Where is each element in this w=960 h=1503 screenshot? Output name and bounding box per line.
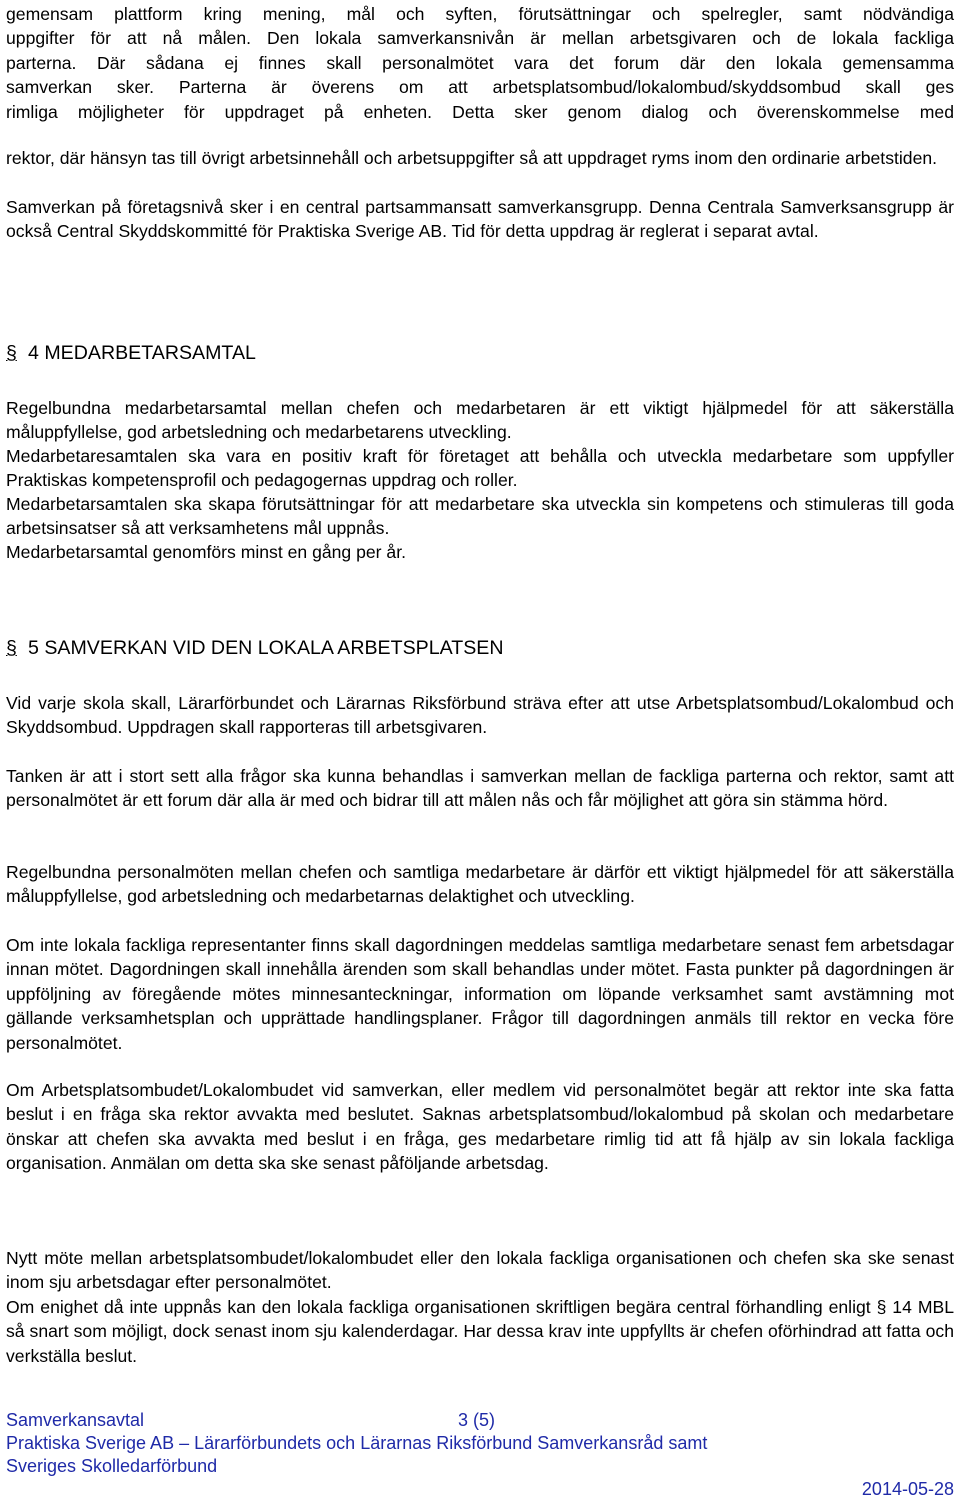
section-5-paragraph-1: Vid varje skola skall, Lärarförbundet och Lärarnas Riksförbund sträva efter att utse Arbetsplatsombud/Lokalombud och Skyddsombud. Uppdragen skall rapporteras till arbetsgivaren. <box>6 693 954 738</box>
section-5-title: 5 SAMVERKAN VID DEN LOKALA ARBETSPLATSEN <box>28 637 504 659</box>
section-4-paragraph-3: Medarbetarsamtalen ska skapa förutsättningar för att medarbetare ska utveckla sin kompetens och stimuleras till goda arbetsinsatser så att verksamhetens mål uppnås. <box>6 494 954 539</box>
section-4-title: 4 MEDARBETARSAMTAL <box>28 342 256 364</box>
footer-organizations-continued: Sveriges Skolledarförbund <box>6 1456 218 1476</box>
section-5-paragraph-3: Regelbundna personalmöten mellan chefen och samtliga medarbetare är därför ett viktigt hjälpmedel för att säkerställa måluppfyllelse, god arbetsledning och medarbetarnas delaktighet och utveckling. <box>6 862 954 907</box>
text-line: parterna. Där sådana ej finnes skall personalmötet vara det forum där den lokala gemensamma <box>6 52 954 73</box>
intro-paragraph-3: Samverkan på företagsnivå sker i en central partsammansatt samverkansgrupp. Denna Centrala Samverksansgrupp är också Central Skyddskommitté för Praktiska Sverige AB. Tid för detta uppdrag är reglerat i separat avtal. <box>6 197 954 242</box>
text-line: uppgifter för att nå målen. Den lokala samverkansnivån är mellan arbetsgivaren och de lokala fackliga <box>6 28 954 49</box>
intro-paragraph-1 <box>6 2 954 124</box>
section-4-paragraph-2: Medarbetaresamtalen ska vara en positiv kraft för företaget att behålla och utveckla medarbetare som uppfyller Praktiskas kompetensprofil och pedagogernas uppdrag och roller. <box>6 446 954 491</box>
text-line: gemensam plattform kring mening, mål och syften, förutsättningar och spelregler, samt nödvändiga <box>6 4 954 24</box>
section-4-paragraph-1: Regelbundna medarbetarsamtal mellan chefen och medarbetaren är ett viktigt hjälpmedel för att säkerställa måluppfyllelse, god arbetsledning och medarbetarens utveckling. <box>6 398 954 443</box>
section-5-paragraph-2: Tanken är att i stort sett alla frågor ska kunna behandlas i samverkan mellan de fackliga parterna och rektor, samt att personalmötet är ett forum där alla är med och bidrar till att målen nås och får möjlighet att göra sin stämma hörd. <box>6 766 954 811</box>
text-line: samverkan sker. Parterna är överens om att arbetsplatsombud/lokalombud/skyddsombud skall ges <box>6 77 954 98</box>
section-symbol: § <box>6 637 17 659</box>
section-5-paragraph-4: Om inte lokala fackliga representanter finns skall dagordningen meddelas samtliga medarbetare senast fem arbetsdagar innan mötet. Dagordningen skall innehålla ärenden som skall behandlas under mötet. Fasta punkter på dagordningen är uppföljning av föregående mötes minnesanteckningar, information om löpande verksamhet samt avstämning mot gällande verksamhetsplan och upprättade handlingsplaner. Frågor till dagordningen anmäls till rektor en vecka före personalmötet. <box>6 935 954 1053</box>
text-line: rimliga möjligheter för uppdraget på enheten. Detta sker genom dialog och överenskommelse med <box>6 101 954 122</box>
footer-date: 2014-05-28 <box>861 1479 954 1499</box>
intro-paragraph-2: rektor, där hänsyn tas till övrigt arbetsinnehåll och arbetsuppgifter så att uppdraget ryms inom den ordinarie arbetstiden. <box>6 148 938 168</box>
section-5-paragraph-6: Nytt möte mellan arbetsplatsombudet/lokalombudet eller den lokala fackliga organisationen och chefen ska ske senast inom sju arbetsdagar efter personalmötet. <box>6 1248 954 1293</box>
footer-organizations: Praktiska Sverige AB – Lärarförbundets och Lärarnas Riksförbund Samverkansråd samt <box>6 1433 708 1453</box>
section-5-paragraph-7: Om enighet då inte uppnås kan den lokala fackliga organisationen skriftligen begära central förhandling enligt § 14 MBL så snart som möjligt, dock senast inom sju kalenderdagar. Har dessa krav inte uppfyllts är chefen oförhindrad att fatta och verkställa beslut. <box>6 1297 954 1366</box>
section-4-heading <box>6 341 256 365</box>
section-5-heading <box>6 636 504 660</box>
section-5-paragraph-5: Om Arbetsplatsombudet/Lokalombudet vid samverkan, eller medlem vid personalmötet begär att rektor inte ska fatta beslut i en fråga ska rektor avvakta med beslutet. Saknas arbetsplatsombud/lokalombud på skolan och medarbetare önskar att chefen ska avvakta med beslut i en fråga, ges medarbetare rimlig tid att få hjälp av sin lokala fackliga organisation. Anmälan om detta ska ske senast påföljande arbetsdag. <box>6 1080 954 1174</box>
section-symbol: § <box>6 342 17 364</box>
section-4-paragraph-4: Medarbetarsamtal genomförs minst en gång per år. <box>6 542 406 562</box>
footer-page-number: 3 (5) <box>458 1410 496 1430</box>
footer-document-name: Samverkansavtal <box>6 1410 145 1430</box>
